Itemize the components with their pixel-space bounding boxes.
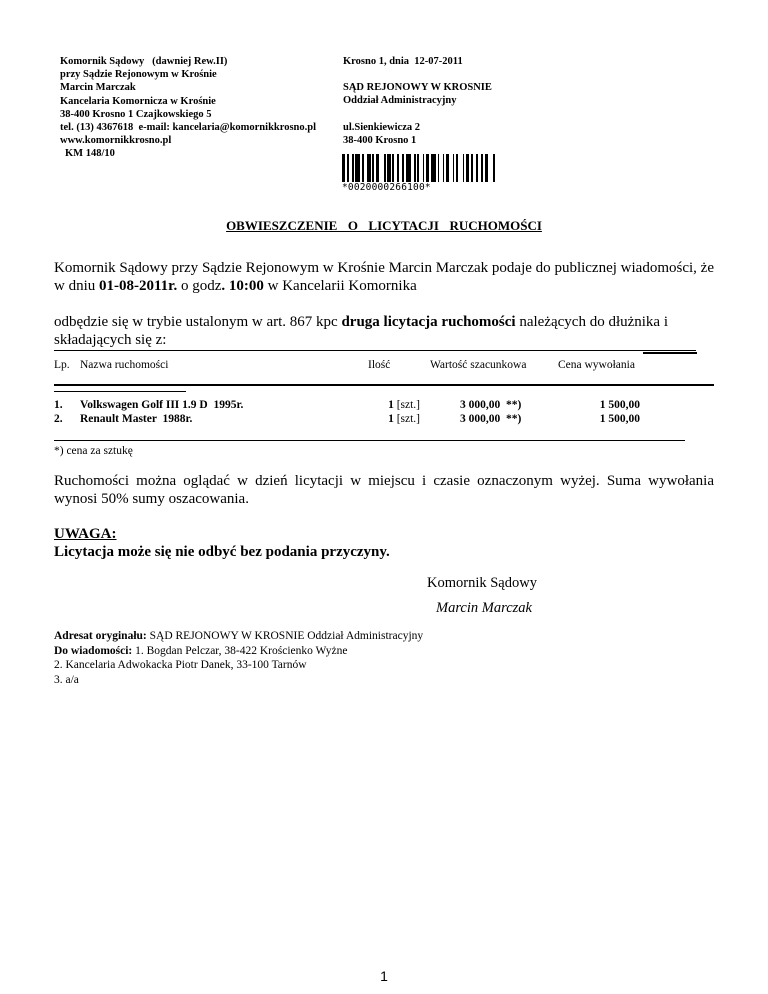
sender-line: Kancelaria Komornicza w Krośnie xyxy=(60,95,216,107)
paragraph-text: należących do dłużnika i składających się z: xyxy=(54,314,669,348)
auction-time: . 10:00 xyxy=(221,278,264,294)
table-header-price: Cena wywołania xyxy=(558,359,635,371)
table-row-lp: 1. xyxy=(54,399,63,411)
cc-item: 3. a/a xyxy=(54,673,79,686)
sender-block xyxy=(60,55,316,161)
cc-label: Do wiadomości: xyxy=(54,644,133,657)
sender-line: Marcin Marczak xyxy=(60,82,136,94)
recipient-dept: Oddział Administracyjny xyxy=(343,95,457,107)
barcode-bar xyxy=(495,154,497,182)
recipient-city: 38-400 Krosno 1 xyxy=(343,134,417,146)
page-title: OBWIESZCZENIE O LICYTACJI RUCHOMOŚCI xyxy=(226,218,542,233)
warning-label: UWAGA: xyxy=(54,526,117,542)
qty-unit: [szt.] xyxy=(393,413,420,425)
announcement-paragraph xyxy=(54,259,714,295)
sender-line: tel. (13) 4367618 e-mail: kancelaria@komornikkrosno.pl xyxy=(60,122,317,134)
table-row-price: 1 500,00 xyxy=(599,399,640,411)
sender-line: Komornik Sądowy (dawniej Rew.II) xyxy=(60,56,228,67)
table-rule xyxy=(54,440,685,441)
sender-line: 38-400 Krosno 1 Czajkowskiego 5 xyxy=(60,108,212,120)
table-row-value: 3 000,00 **) xyxy=(460,399,522,411)
cc-item: 1. Bogdan Pelczar, 38-422 Krościenko Wyżne xyxy=(132,644,348,657)
table-row-qty xyxy=(360,413,420,425)
table-rule xyxy=(643,352,697,354)
table-header-name: Nazwa ruchomości xyxy=(80,359,169,371)
sender-line: www.komornikkrosno.pl xyxy=(60,135,172,147)
recipient-name: SĄD REJONOWY W KROSNIE xyxy=(343,82,492,94)
barcode-text: *0020000266100* xyxy=(342,182,431,193)
paragraph-text: w Kancelarii Komornika xyxy=(263,278,417,294)
addressee-label: Adresat oryginału: xyxy=(54,630,147,642)
table-rule xyxy=(54,350,696,351)
auction-date: 01-08-2011r. xyxy=(99,278,178,294)
barcode-bars xyxy=(342,154,497,182)
recipient-street: ul.Sienkiewicza 2 xyxy=(343,121,421,133)
recipient-block xyxy=(343,55,492,147)
qty-number: 1 xyxy=(388,399,394,411)
table-row-name: Volkswagen Golf III 1.9 D 1995r. xyxy=(80,399,244,411)
signature-role: Komornik Sądowy xyxy=(427,575,537,591)
signature-name: Marcin Marczak xyxy=(436,600,532,616)
paragraph-text: o godz xyxy=(177,278,222,294)
paragraph-text: Komornik Sądowy przy Sądzie Rejonowym w Krośnie Marcin Marczak podaje do publicznej wiadomości, że w dniu xyxy=(54,260,714,294)
barcode xyxy=(342,154,497,194)
table-header-value: Wartość szacunkowa xyxy=(430,359,527,371)
addressee-text: SĄD REJONOWY W KROSNIE Oddział Administracyjny xyxy=(146,630,424,642)
page-number: 1 xyxy=(380,968,388,984)
auction-type: druga licytacja ruchomości xyxy=(341,314,516,330)
table-header-qty: Ilość xyxy=(368,359,391,371)
table-header-lp: Lp. xyxy=(54,359,70,371)
place-date: Krosno 1, dnia 12-07-2011 xyxy=(343,56,463,67)
table-row-qty xyxy=(360,399,420,411)
qty-unit: [szt.] xyxy=(393,399,420,411)
case-number: KM 148/10 xyxy=(65,148,115,160)
table-footnote: *) cena za sztukę xyxy=(54,445,133,457)
qty-number: 1 xyxy=(388,413,394,425)
warning-text: Licytacja może się nie odbyć bez podania przyczyny. xyxy=(54,544,390,560)
table-row-value: 3 000,00 **) xyxy=(460,413,522,425)
warning-block xyxy=(54,525,390,561)
table-rule xyxy=(54,384,714,386)
table-row-lp: 2. xyxy=(54,413,63,425)
table-rule xyxy=(54,391,186,392)
viewing-paragraph: Ruchomości można oglądać w dzień licytacji w miejscu i czasie oznaczonym wyżej. Suma wywołania wynosi 50% sumy oszacowania. xyxy=(54,473,714,507)
auction-mode-paragraph xyxy=(54,313,714,349)
table-row-name: Renault Master 1988r. xyxy=(80,413,193,425)
table-row-price: 1 500,00 xyxy=(599,413,640,425)
paragraph-text: odbędzie się w trybie ustalonym w art. 867 kpc xyxy=(54,314,342,330)
cc-item: 2. Kancelaria Adwokacka Piotr Danek, 33-100 Tarnów xyxy=(54,659,307,671)
distribution-block xyxy=(54,629,423,687)
sender-line: przy Sądzie Rejonowym w Krośnie xyxy=(60,69,217,81)
